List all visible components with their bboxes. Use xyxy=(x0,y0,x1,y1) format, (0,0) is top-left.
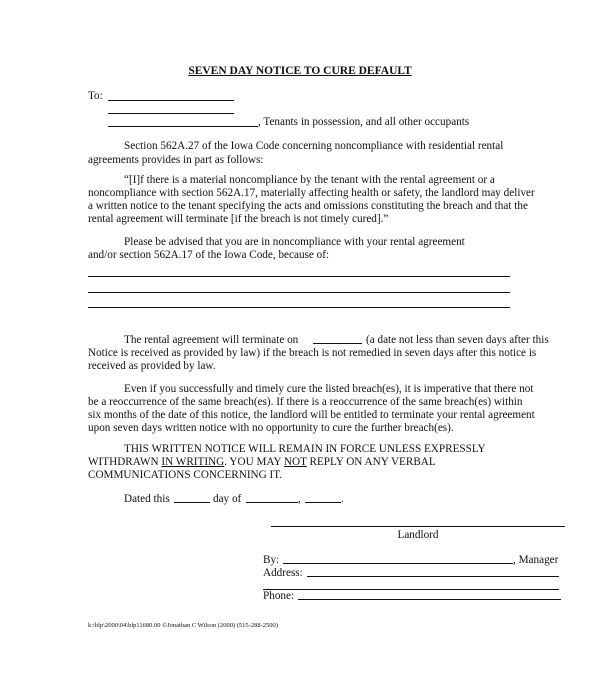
to-blank-line-2[interactable] xyxy=(108,113,234,114)
address-label: Address: xyxy=(263,567,303,579)
terminate-line-1a: The rental agreement will terminate on xyxy=(124,334,299,346)
terminate-line-2: Notice is received as provided by law) if the breach is not remedied in seven days after this notice is xyxy=(88,347,537,359)
warning-text-a: WITHDRAWN xyxy=(88,456,162,468)
cure-line-1: Even if you successfully and timely cure the listed breach(es), it is imperative that there not xyxy=(124,383,534,395)
to-blank-line-3[interactable] xyxy=(108,126,258,127)
terminate-date-blank[interactable] xyxy=(313,343,362,344)
breach-line-1[interactable] xyxy=(88,276,510,277)
warning-line-3: COMMUNICATIONS CONCERNING IT. xyxy=(88,469,283,481)
advised-line-1: Please be advised that you are in noncompliance with your rental agreement xyxy=(124,236,465,248)
address-line-2[interactable] xyxy=(263,589,559,590)
breach-line-3[interactable] xyxy=(88,307,510,308)
warning-text-c: . YOU MAY xyxy=(224,456,284,468)
landlord-signature-line[interactable] xyxy=(271,526,565,527)
warning-line-2 xyxy=(88,455,436,469)
page-title: SEVEN DAY NOTICE TO CURE DEFAULT xyxy=(188,65,412,77)
dated-day-of: day of xyxy=(213,493,242,505)
by-line[interactable] xyxy=(283,563,513,564)
dated-day-blank[interactable] xyxy=(174,502,210,503)
phone-label: Phone: xyxy=(263,590,295,602)
landlord-label: Landlord xyxy=(397,529,439,541)
dated-period: . xyxy=(341,493,344,505)
not-text: NOT xyxy=(283,456,307,468)
tenants-text: , Tenants in possession, and all other occupants xyxy=(258,116,470,128)
address-line-1[interactable] xyxy=(307,576,559,577)
terminate-line-3: received as provided by law. xyxy=(88,360,216,372)
terminate-line-1b: (a date not less than seven days after this xyxy=(366,334,549,346)
section-intro-line-2: agreements provides in part as follows: xyxy=(88,154,264,166)
to-blank-line-1[interactable] xyxy=(108,100,234,101)
to-label: To: xyxy=(88,90,103,102)
dated-comma: , xyxy=(298,493,301,505)
manager-label: , Manager xyxy=(513,554,559,566)
cure-line-3: six months of the date of this notice, the landlord will be entitled to terminate your rental agreement xyxy=(88,409,535,421)
cure-line-4: upon seven days written notice with no opportunity to cure the further breach(es). xyxy=(88,422,454,434)
phone-line[interactable] xyxy=(298,599,561,600)
cure-line-2: be a reoccurrence of the same breach(es). If there is a reoccurrence of the same breach(es) within xyxy=(88,396,523,408)
warning-line-1: THIS WRITTEN NOTICE WILL REMAIN IN FORCE UNLESS EXPRESSLY xyxy=(124,443,486,455)
quote-line-1: “[I]f there is a material noncompliance by the tenant with the rental agreement or a xyxy=(124,174,495,186)
quote-line-4: rental agreement will terminate [if the breach is not timely cured].” xyxy=(88,213,389,225)
in-writing-text: IN WRITING xyxy=(161,456,225,468)
by-label: By: xyxy=(263,554,280,566)
quote-line-2: noncompliance with section 562A.17, materially affecting health or safety, the landlord may deliver xyxy=(88,187,535,199)
dated-month-blank[interactable] xyxy=(246,502,298,503)
dated-year-blank[interactable] xyxy=(305,502,341,503)
quote-line-3: a written notice to the tenant specifying the acts and omissions constituting the breach and that the xyxy=(88,200,528,212)
warning-text-e: REPLY ON ANY VERBAL xyxy=(306,456,436,468)
advised-line-2: and/or section 562A.17 of the Iowa Code, because of: xyxy=(88,249,330,261)
breach-line-2[interactable] xyxy=(88,292,510,293)
section-intro-line-1: Section 562A.27 of the Iowa Code concerning noncompliance with residential rental xyxy=(124,140,504,152)
dated-label: Dated this xyxy=(124,493,170,505)
footer-reference: k:\blp\2000\04\blp11680.00 ©Jonathan C Wilson (2000) (515-288-2500) xyxy=(88,622,278,629)
